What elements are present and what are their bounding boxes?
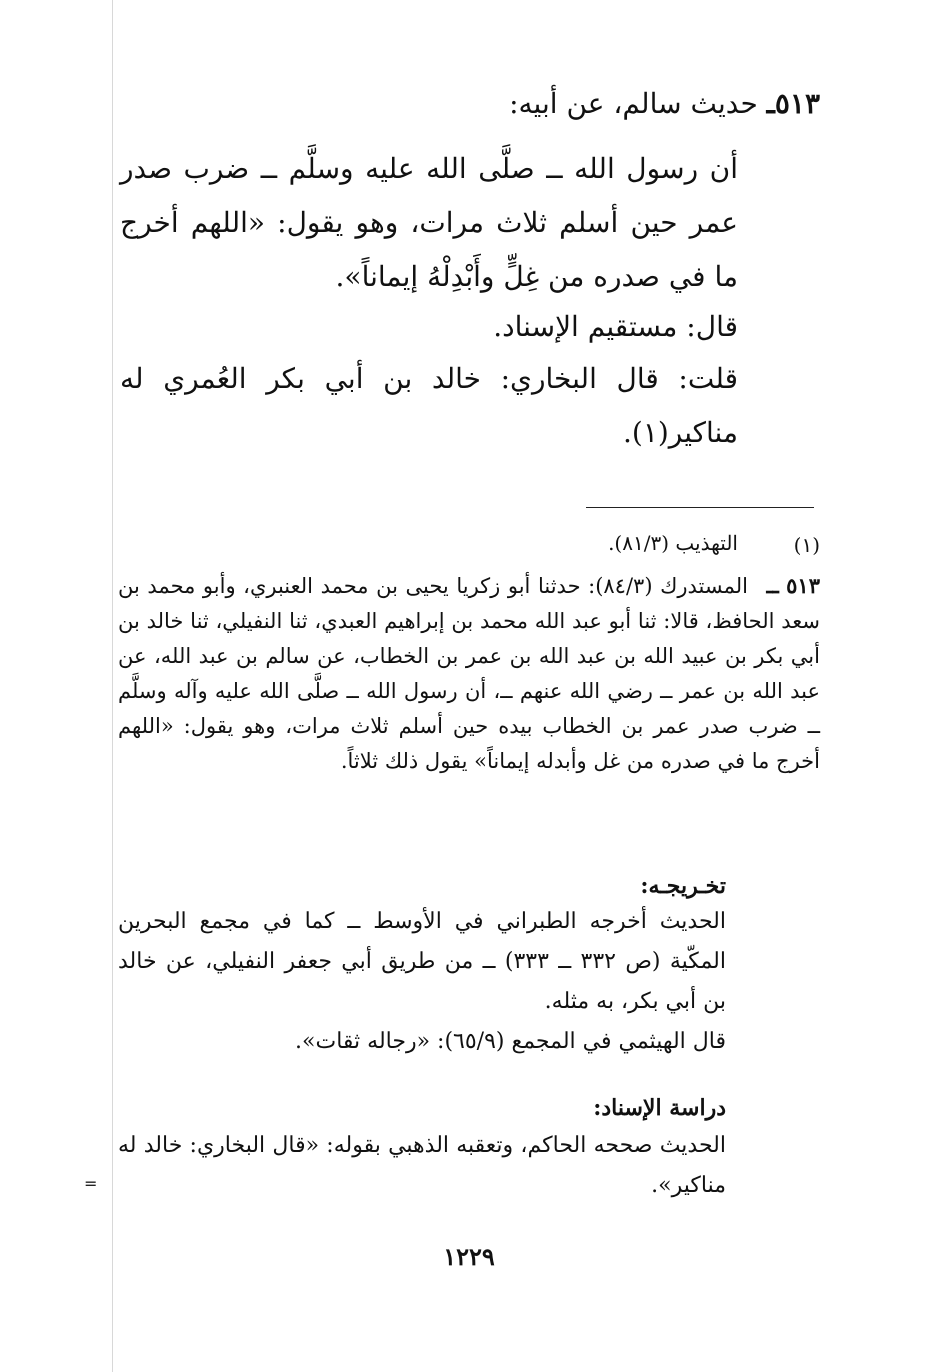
hadith-heading-text: حديث سالم، عن أبيه: bbox=[509, 87, 758, 120]
commentary-number: ٥١٣ ــ bbox=[766, 573, 820, 598]
hadith-number: ٥١٣ـ bbox=[766, 87, 820, 120]
margin-mark: = bbox=[84, 1174, 98, 1193]
hadith-heading bbox=[120, 84, 820, 124]
takhrij-text-1: الحديث أخرجه الطبراني في الأوسط ــ كما في مجمع البحرين المكّية (ص ٣٣٢ ــ ٣٣٣) ــ من طريق أبي جعفر النفيلي، عن خالد بن أبي بكر، به مثله. bbox=[118, 909, 726, 1014]
takhrij-body bbox=[118, 902, 726, 1062]
takhrij-title: تخـريجـه: bbox=[640, 873, 726, 899]
isnad-study-title: دراسة الإسناد: bbox=[593, 1095, 726, 1121]
scan-edge-line bbox=[112, 0, 113, 1372]
footnote-text: التهذيب (٨١/٣). bbox=[608, 531, 738, 555]
mustadrak-commentary bbox=[118, 568, 820, 779]
dhahabi-comment: قلت: قال البخاري: خالد بن أبي بكر العُمري له مناكير(١). bbox=[120, 362, 738, 449]
footnote-number: (١) bbox=[793, 533, 820, 557]
hakim-judgement: قال: مستقيم الإسناد. bbox=[493, 310, 738, 343]
hadith-text: أن رسول الله ــ صلَّى الله عليه وسلَّم ــ ضرب صدر عمر حين أسلم ثلاث مرات، وهو يقول: «اللهم أخرج ما في صدره من غِلٍّ وأَبْدِلْهُ إيماناً». bbox=[120, 152, 738, 293]
page-number: ١٢٢٩ bbox=[443, 1242, 495, 1271]
isnad-study-text: الحديث صححه الحاكم، وتعقبه الذهبي بقوله: «قال البخاري: خالد له مناكير». bbox=[118, 1133, 726, 1198]
footnote-separator bbox=[586, 507, 814, 508]
commentary-text: المستدرك (٨٤/٣): حدثنا أبو زكريا يحيى بن محمد العنبري، وأبو محمد بن سعد الحافظ، قالا: ثنا أبو عبد الله محمد بن إبراهيم العبدي، ثنا النفيلي، ثنا خالد بن أبي بكر بن عبيد الله بن عبد الله بن عمر بن الخطاب، عن سالم بن عبد الله، عن عبد الله بن عمر ــ رضي الله عنهم ــ، أن رسول الله ــ صلَّى الله عليه وآله وسلَّم ــ ضرب صدر عمر بن الخطاب بيده حين أسلم ثلاث مرات، وهو يقول: «اللهم أخرج ما في صدره من غل وأبدله إيماناً» يقول ذلك ثلاثاً. bbox=[118, 574, 821, 773]
takhrij-text-2: قال الهيثمي في المجمع (٦٥/٩): «رجاله ثقات». bbox=[295, 1029, 726, 1054]
